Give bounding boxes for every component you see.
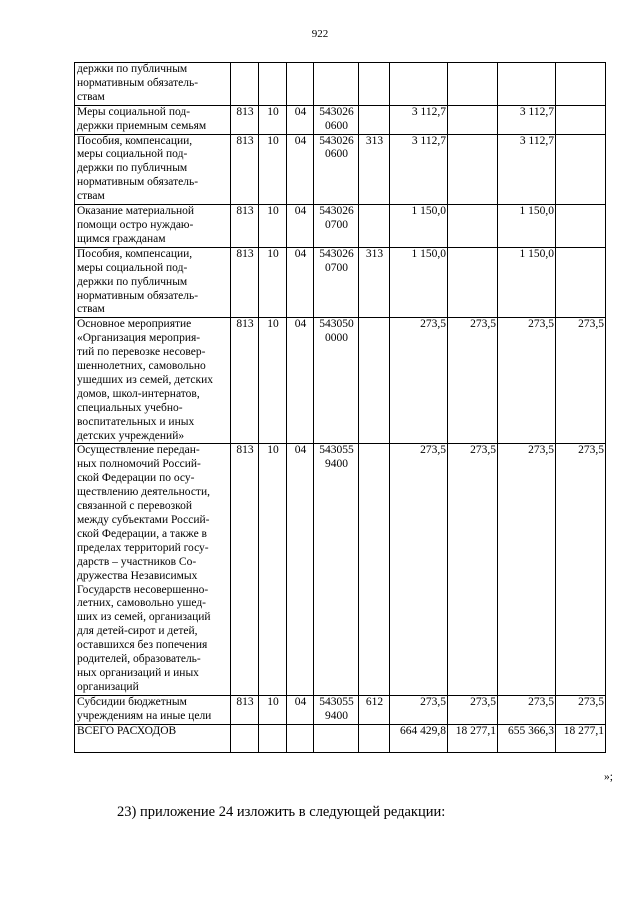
cell-line: пределах территорий госу- — [77, 541, 209, 554]
cell-subsection: 04 — [287, 105, 314, 134]
cell-amount-next-federal: 273,5 — [556, 695, 606, 724]
cell-line: 543055 — [319, 444, 354, 457]
cell-line: ствам — [77, 303, 105, 316]
cell-expense-type — [359, 205, 390, 248]
cell-admin-code — [231, 724, 259, 753]
cell-subsection — [287, 724, 314, 753]
cell-subsection: 04 — [287, 695, 314, 724]
cell-line: 0000 — [325, 332, 348, 345]
table-row — [75, 247, 606, 318]
cell-line: дарств – участников Со- — [77, 555, 197, 568]
table-row — [75, 444, 606, 695]
cell-name — [75, 205, 231, 248]
table-body — [75, 63, 606, 753]
cell-amount-next: 273,5 — [498, 318, 556, 444]
cell-line: помощи остро нуждаю- — [77, 218, 194, 231]
cell-amount-federal: 273,5 — [448, 318, 498, 444]
cell-line: дружества Независимых — [77, 569, 198, 582]
cell-target-code — [314, 724, 359, 753]
cell-line: родителей, образователь- — [77, 653, 201, 666]
cell-line: ушедших из семей, детских — [77, 373, 213, 386]
cell-line: Субсидии бюджетным — [77, 695, 187, 708]
cell-name — [75, 724, 231, 753]
cell-line: связанной с перевозкой — [77, 500, 193, 513]
cell-amount-federal: 18 277,1 — [448, 724, 498, 753]
cell-amount-next-federal: 18 277,1 — [556, 724, 606, 753]
cell-section: 10 — [259, 247, 287, 318]
cell-line: Основное мероприятие — [77, 318, 192, 331]
cell-target-code — [314, 205, 359, 248]
cell-line — [316, 77, 357, 91]
cell-admin-code: 813 — [231, 695, 259, 724]
cell-line: меры социальной под- — [77, 148, 188, 161]
cell-subsection: 04 — [287, 134, 314, 205]
cell-target-code — [314, 63, 359, 106]
cell-name — [75, 105, 231, 134]
table-row — [75, 134, 606, 205]
cell-line: 543026 — [319, 105, 354, 118]
cell-target-code — [314, 318, 359, 444]
cell-amount-next-federal — [556, 205, 606, 248]
cell-name — [75, 695, 231, 724]
cell-line: меры социальной под- — [77, 261, 188, 274]
cell-amount-next: 1 150,0 — [498, 247, 556, 318]
cell-amount-next — [498, 63, 556, 106]
cell-section: 10 — [259, 695, 287, 724]
cell-admin-code: 813 — [231, 205, 259, 248]
footer-instruction: 23) приложение 24 изложить в следующей редакции: — [117, 804, 446, 820]
cell-line — [316, 739, 357, 753]
cell-target-code — [314, 444, 359, 695]
cell-line: тий по перевозке несовер- — [77, 346, 206, 359]
cell-amount-next: 273,5 — [498, 444, 556, 695]
cell-line: 543050 — [319, 318, 354, 331]
cell-amount-total: 273,5 — [390, 318, 448, 444]
cell-line: 0700 — [325, 261, 348, 274]
cell-amount-federal — [448, 205, 498, 248]
cell-amount-next-federal: 273,5 — [556, 318, 606, 444]
cell-target-code — [314, 134, 359, 205]
cell-line: Меры социальной под- — [77, 105, 191, 118]
cell-amount-total: 3 112,7 — [390, 105, 448, 134]
cell-line: домов, школ-интернатов, — [77, 387, 200, 400]
cell-amount-next: 1 150,0 — [498, 205, 556, 248]
cell-expense-type: 313 — [359, 247, 390, 318]
cell-expense-type — [359, 724, 390, 753]
cell-line: ных организаций и иных — [77, 666, 199, 679]
cell-section: 10 — [259, 318, 287, 444]
cell-line: ствам — [77, 90, 105, 103]
cell-amount-federal — [448, 105, 498, 134]
cell-admin-code: 813 — [231, 134, 259, 205]
cell-amount-total: 273,5 — [390, 444, 448, 695]
cell-amount-next: 3 112,7 — [498, 134, 556, 205]
cell-line: учреждениям на иные цели — [77, 709, 212, 722]
cell-line: 0600 — [325, 119, 348, 132]
cell-expense-type: 612 — [359, 695, 390, 724]
cell-line: держки по публичным — [77, 63, 188, 75]
cell-subsection: 04 — [287, 247, 314, 318]
cell-amount-federal: 273,5 — [448, 695, 498, 724]
cell-amount-federal — [448, 134, 498, 205]
table-row — [75, 205, 606, 248]
cell-line: ществлению деятельности, — [77, 486, 210, 499]
cell-line: ской Федерации, а также в — [77, 527, 207, 540]
cell-line: ных полномочий Россий- — [77, 458, 201, 471]
cell-target-code — [314, 695, 359, 724]
cell-subsection: 04 — [287, 205, 314, 248]
cell-line: шеннолетних, самовольно — [77, 360, 206, 373]
cell-line: нормативным обязатель- — [77, 289, 199, 302]
cell-line: Пособия, компенсации, — [77, 134, 193, 147]
cell-amount-next-federal — [556, 105, 606, 134]
cell-line: оставшихся без попечения — [77, 639, 208, 652]
table-row — [75, 105, 606, 134]
cell-target-code — [314, 105, 359, 134]
cell-line: Оказание материальной — [77, 205, 195, 218]
cell-line: Государств несовершенно- — [77, 583, 209, 596]
table-row — [75, 695, 606, 724]
cell-line: ской Федерации по осу- — [77, 472, 195, 485]
cell-line: 543055 — [319, 695, 354, 708]
cell-admin-code: 813 — [231, 444, 259, 695]
cell-line: щимся гражданам — [77, 232, 166, 245]
cell-line: нормативным обязатель- — [77, 76, 199, 89]
cell-section: 10 — [259, 105, 287, 134]
table-row — [75, 318, 606, 444]
cell-name — [75, 134, 231, 205]
page-number: 922 — [311, 28, 329, 40]
cell-expense-type — [359, 105, 390, 134]
cell-line: летних, самовольно ушед- — [77, 597, 207, 610]
cell-section — [259, 63, 287, 106]
cell-amount-next: 273,5 — [498, 695, 556, 724]
cell-amount-total: 3 112,7 — [390, 134, 448, 205]
cell-amount-next-federal — [556, 134, 606, 205]
cell-amount-next: 3 112,7 — [498, 105, 556, 134]
cell-amount-next-federal: 273,5 — [556, 444, 606, 695]
cell-line: Пособия, компенсации, — [77, 247, 193, 260]
cell-line: «Организация мероприя- — [77, 332, 201, 345]
cell-expense-type — [359, 63, 390, 106]
cell-expense-type — [359, 444, 390, 695]
closing-mark: »; — [604, 771, 613, 783]
cell-amount-total: 1 150,0 — [390, 205, 448, 248]
cell-line: между субъектами Россий- — [77, 514, 210, 526]
cell-section: 10 — [259, 134, 287, 205]
cell-line: держки по публичным — [77, 162, 188, 175]
cell-amount-federal: 273,5 — [448, 444, 498, 695]
cell-expense-type — [359, 318, 390, 444]
cell-name — [75, 444, 231, 695]
cell-amount-total: 273,5 — [390, 695, 448, 724]
cell-line: ВСЕГО РАСХОДОВ — [77, 724, 177, 737]
cell-line: ших из семей, организаций — [77, 611, 211, 624]
cell-line: специальных учебно- — [77, 401, 183, 414]
cell-line: 9400 — [325, 458, 348, 471]
cell-amount-next: 655 366,3 — [498, 724, 556, 753]
cell-line — [316, 725, 357, 739]
cell-admin-code: 813 — [231, 318, 259, 444]
cell-admin-code: 813 — [231, 105, 259, 134]
cell-name — [75, 63, 231, 106]
cell-admin-code: 813 — [231, 247, 259, 318]
cell-line: Осуществление передан- — [77, 444, 200, 457]
cell-line: 543026 — [319, 134, 354, 147]
cell-admin-code — [231, 63, 259, 106]
cell-amount-total: 1 150,0 — [390, 247, 448, 318]
cell-line: ствам — [77, 190, 105, 203]
cell-expense-type: 313 — [359, 134, 390, 205]
cell-line: для детей-сирот и детей, — [77, 625, 198, 638]
cell-section — [259, 724, 287, 753]
cell-line: держки по публичным — [77, 275, 188, 288]
cell-line: 0700 — [325, 218, 348, 231]
cell-name — [75, 318, 231, 444]
cell-line — [316, 63, 357, 77]
cell-line: 0600 — [325, 148, 348, 161]
cell-line: 9400 — [325, 709, 348, 722]
cell-amount-next-federal — [556, 63, 606, 106]
cell-subsection: 04 — [287, 318, 314, 444]
cell-target-code — [314, 247, 359, 318]
cell-amount-total: 664 429,8 — [390, 724, 448, 753]
cell-line: держки приемным семьям — [77, 119, 207, 132]
budget-table — [74, 62, 606, 753]
table-row — [75, 63, 606, 106]
cell-subsection: 04 — [287, 444, 314, 695]
cell-amount-federal — [448, 247, 498, 318]
cell-line: воспитательных и иных — [77, 415, 195, 428]
cell-subsection — [287, 63, 314, 106]
cell-line: детских учреждений» — [77, 429, 185, 442]
cell-amount-federal — [448, 63, 498, 106]
cell-name — [75, 247, 231, 318]
cell-line: 543026 — [319, 205, 354, 218]
cell-line: 543026 — [319, 247, 354, 260]
cell-amount-next-federal — [556, 247, 606, 318]
cell-amount-total — [390, 63, 448, 106]
cell-line: нормативным обязатель- — [77, 176, 199, 189]
cell-section: 10 — [259, 205, 287, 248]
table-row — [75, 724, 606, 753]
cell-section: 10 — [259, 444, 287, 695]
cell-line: организаций — [77, 680, 139, 693]
